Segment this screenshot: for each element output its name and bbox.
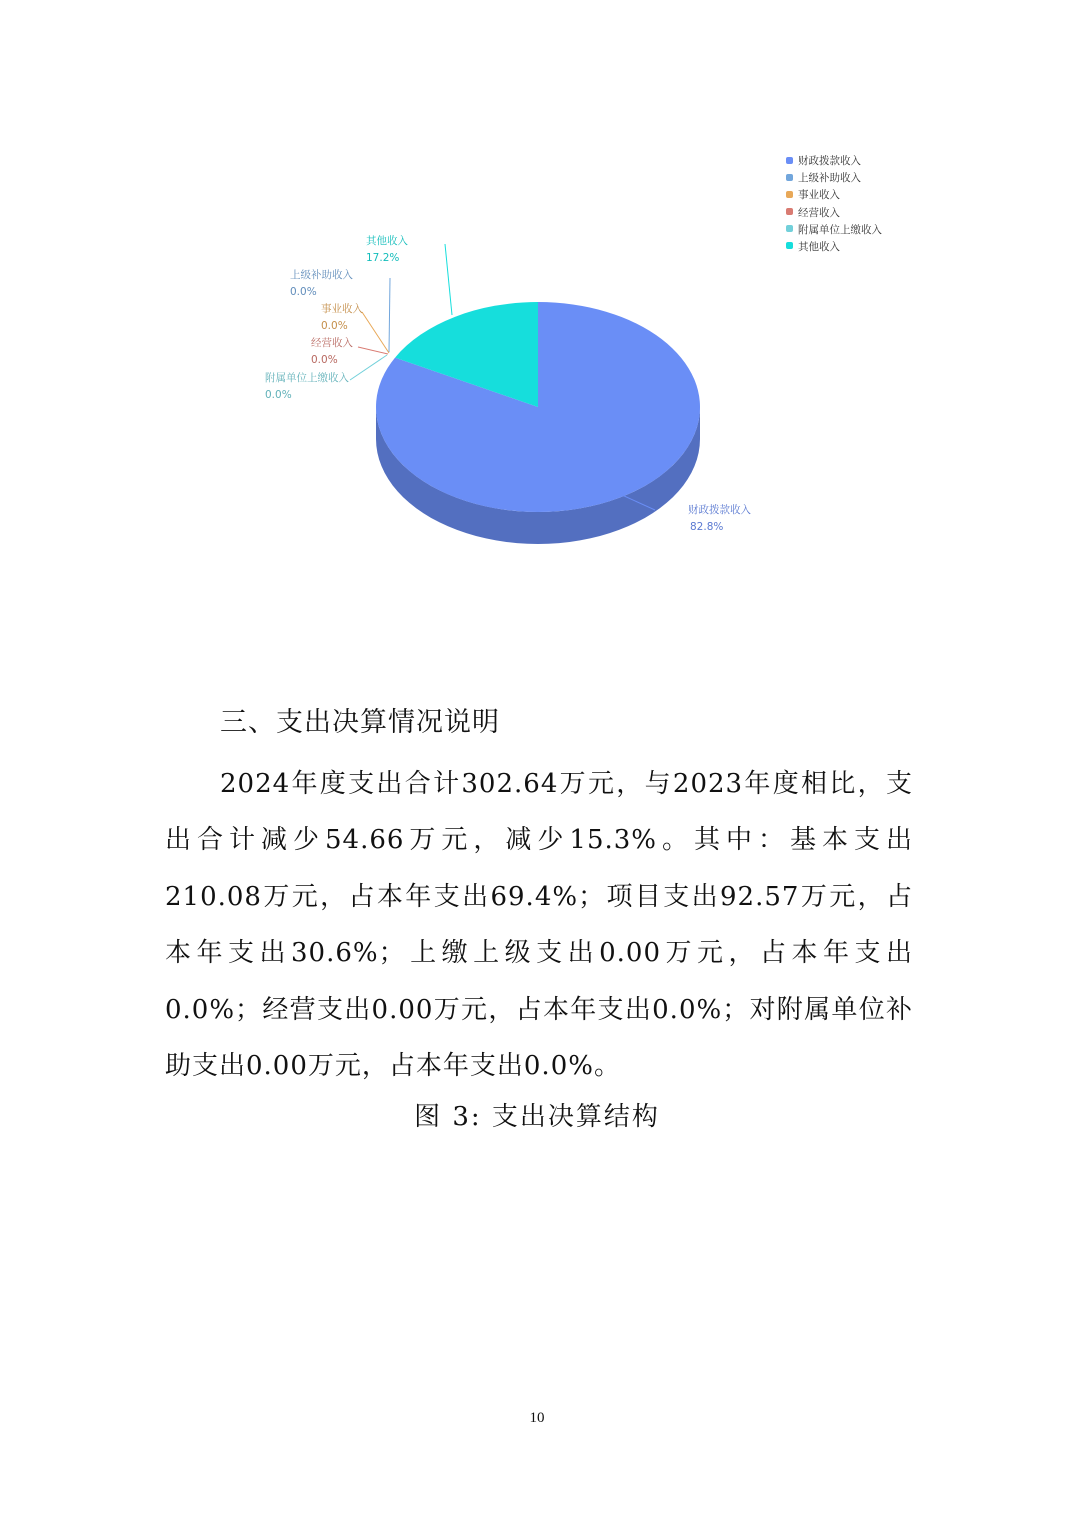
slice-label-value: 0.0% <box>265 389 292 401</box>
leader-line-经营收入 <box>358 347 388 354</box>
slice-label-name: 财政拨款收入 <box>688 504 751 516</box>
leader-line-事业收入 <box>362 312 389 353</box>
legend-swatch <box>786 157 793 164</box>
legend-item <box>786 170 882 187</box>
legend-label: 其他收入 <box>798 240 840 253</box>
slice-label-value: 0.0% <box>321 320 348 332</box>
chart-legend <box>786 153 882 256</box>
slice-label-name: 附属单位上缴收入 <box>265 372 349 384</box>
legend-swatch <box>786 208 793 215</box>
body-paragraph: 2024年度支出合计302.64万元，与2023年度相比，支出合计减少54.66万元，减少15.3%。其中：基本支出210.08万元，占本年支出69.4%；项目支出92.57万元，占本年支出30.6%；上缴上级支出0.00万元，占本年支出0.0%；经营支出0.00万元，占本年支出0.0%；对附属单位补助支出0.00万元，占本年支出0.0%。 <box>165 769 913 1082</box>
legend-label: 事业收入 <box>798 189 840 202</box>
slice-label-name: 上级补助收入 <box>290 269 353 281</box>
page-number: 10 <box>529 1410 545 1426</box>
slice-label-value: 0.0% <box>311 354 338 366</box>
legend-label: 经营收入 <box>798 206 840 219</box>
legend-label: 上级补助收入 <box>798 172 861 185</box>
slice-label-name: 事业收入 <box>321 303 363 315</box>
legend-swatch <box>786 225 793 232</box>
leader-line-附属单位上缴收入 <box>350 355 387 380</box>
section-title: 三、支出决算情况说明 <box>220 707 500 738</box>
legend-item <box>786 205 882 222</box>
slice-label-name: 经营收入 <box>311 337 353 349</box>
legend-item <box>786 239 882 256</box>
legend-item <box>786 187 882 204</box>
legend-swatch <box>786 174 793 181</box>
slice-label-value: 82.8% <box>690 521 724 533</box>
legend-swatch <box>786 242 793 249</box>
slice-label-name: 其他收入 <box>366 235 408 247</box>
legend-label: 附属单位上缴收入 <box>798 223 882 236</box>
leader-line-其他收入 <box>445 244 452 315</box>
legend-item <box>786 222 882 239</box>
slice-label-value: 0.0% <box>290 286 317 298</box>
legend-item <box>786 153 882 170</box>
figure-caption: 图 3: 支出决算结构 <box>414 1102 660 1132</box>
legend-label: 财政拨款收入 <box>798 155 861 167</box>
leader-line-上级补助收入 <box>389 278 390 352</box>
slice-label-value: 17.2% <box>366 252 400 264</box>
legend-swatch <box>786 191 793 198</box>
